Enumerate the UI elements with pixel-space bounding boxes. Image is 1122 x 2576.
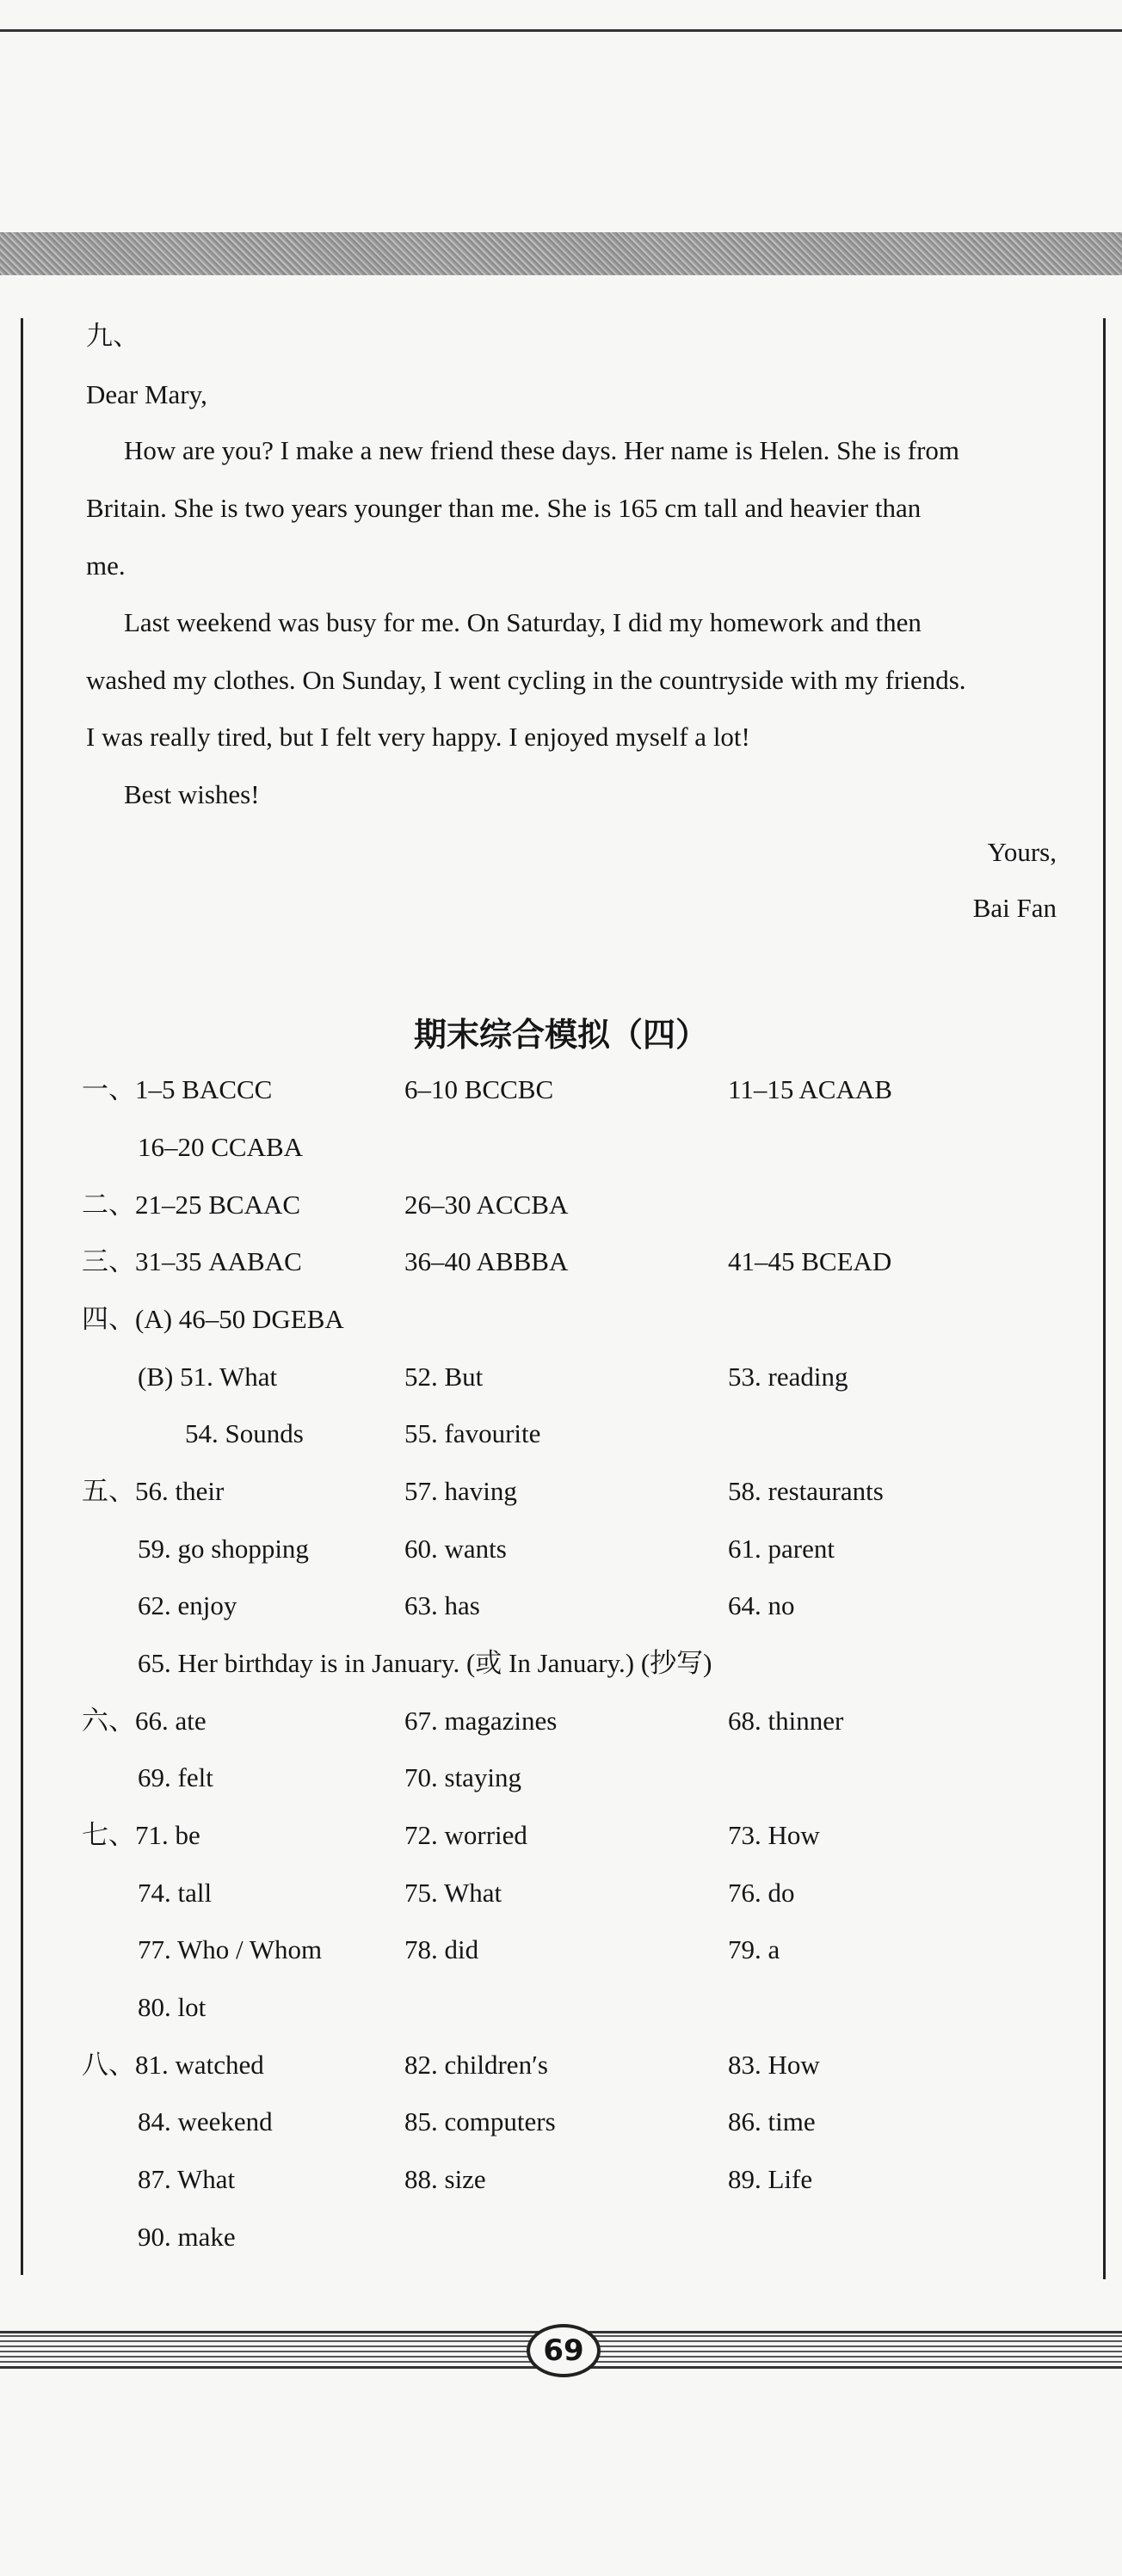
section-label-nine: 九、 (86, 321, 139, 352)
answer-r4-c1: 三、31–35 AABAC (82, 1246, 302, 1276)
answer-r5-c1: 四、(A) 46–50 DGEBA (82, 1304, 344, 1334)
answer-r3-c1: 二、21–25 BCAAC (82, 1190, 301, 1220)
answer-r10-c2: 63. has (404, 1590, 480, 1620)
answer-r1-c2: 6–10 BCCBC (404, 1074, 554, 1104)
header-band (0, 232, 1122, 275)
answer-r12-c1: 六、66. ate (82, 1706, 207, 1736)
letter-sign-off: Yours, (987, 837, 1057, 867)
answer-r1-c1: 一、1–5 BACCC (82, 1074, 273, 1104)
answer-r18-c3: 83. How (728, 2050, 820, 2080)
answer-r8-c1: 五、56. their (82, 1476, 225, 1506)
answer-r12-c3: 68. thinner (728, 1706, 844, 1736)
answer-r13-c1: 69. felt (138, 1762, 213, 1792)
answer-r6-c1: (B) 51. What (138, 1362, 278, 1392)
answer-r3-c2: 26–30 ACCBA (404, 1190, 569, 1220)
answer-r10-c1: 62. enjoy (138, 1590, 237, 1620)
answers-title: 期末综合模拟（四） (413, 1016, 708, 1054)
top-rule (0, 29, 1122, 32)
page-number: 69 (527, 2324, 601, 2377)
answer-r18-c2: 82. children′s (404, 2050, 548, 2080)
answer-r12-c2: 67. magazines (404, 1706, 558, 1736)
answer-r6-c3: 53. reading (728, 1362, 848, 1392)
answer-r11-c1: 65. Her birthday is in January. (或 In January.) (抄写) (138, 1648, 712, 1678)
answer-r15-c2: 75. What (404, 1878, 502, 1908)
answer-r20-c2: 88. size (404, 2164, 486, 2194)
answer-r4-c2: 36–40 ABBBA (404, 1246, 569, 1276)
right-border (1103, 318, 1106, 2279)
answer-r16-c3: 79. a (728, 1934, 780, 1964)
answer-r18-c1: 八、81. watched (82, 2050, 264, 2080)
letter-greeting: Dear Mary, (86, 379, 207, 409)
answer-r14-c1: 七、71. be (82, 1820, 200, 1850)
answer-r19-c1: 84. weekend (138, 2106, 273, 2136)
answer-r15-c1: 74. tall (138, 1878, 213, 1908)
answer-r17-c1: 80. lot (138, 1992, 207, 2022)
answer-r2-c1: 16–20 CCABA (138, 1132, 304, 1162)
letter-p1-line2: Britain. She is two years younger than me. She is 165 cm tall and heavier than (86, 493, 922, 523)
answer-r20-c1: 87. What (138, 2164, 236, 2194)
answer-r20-c3: 89. Life (728, 2164, 813, 2194)
answer-r15-c3: 76. do (728, 1878, 795, 1908)
answer-r4-c3: 41–45 BCEAD (728, 1246, 892, 1276)
answer-r6-c2: 52. But (404, 1362, 484, 1392)
letter-signature: Bai Fan (972, 893, 1057, 923)
answer-r21-c1: 90. make (138, 2222, 236, 2252)
answer-r7-c2: 55. favourite (404, 1418, 541, 1448)
answer-r19-c2: 85. computers (404, 2106, 556, 2136)
letter-p1-line1: How are you? I make a new friend these days. Her name is Helen. She is from (124, 435, 960, 465)
letter-p2-line1: Last weekend was busy for me. On Saturday, I did my homework and then (124, 607, 922, 637)
answer-r9-c3: 61. parent (728, 1534, 835, 1564)
answer-r9-c1: 59. go shopping (138, 1534, 309, 1564)
answer-r13-c2: 70. staying (404, 1762, 522, 1792)
answer-r14-c3: 73. How (728, 1820, 820, 1850)
answer-r7-c1: 54. Sounds (185, 1418, 304, 1448)
letter-p1-line3: me. (86, 550, 126, 581)
letter-p2-line3: I was really tired, but I felt very happy. I enjoyed myself a lot! (86, 722, 750, 752)
answer-r8-c3: 58. restaurants (728, 1476, 884, 1506)
answer-r8-c2: 57. having (404, 1476, 517, 1506)
answer-r19-c3: 86. time (728, 2106, 816, 2136)
letter-closing: Best wishes! (124, 779, 260, 809)
left-border (21, 318, 23, 2275)
answer-r14-c2: 72. worried (404, 1820, 527, 1850)
letter-p2-line2: washed my clothes. On Sunday, I went cycling in the countryside with my friends. (86, 665, 966, 695)
answer-r9-c2: 60. wants (404, 1534, 507, 1564)
answer-r16-c1: 77. Who / Whom (138, 1934, 323, 1964)
answer-r10-c3: 64. no (728, 1590, 795, 1620)
answer-r16-c2: 78. did (404, 1934, 479, 1964)
answer-r1-c3: 11–15 ACAAB (728, 1074, 892, 1104)
